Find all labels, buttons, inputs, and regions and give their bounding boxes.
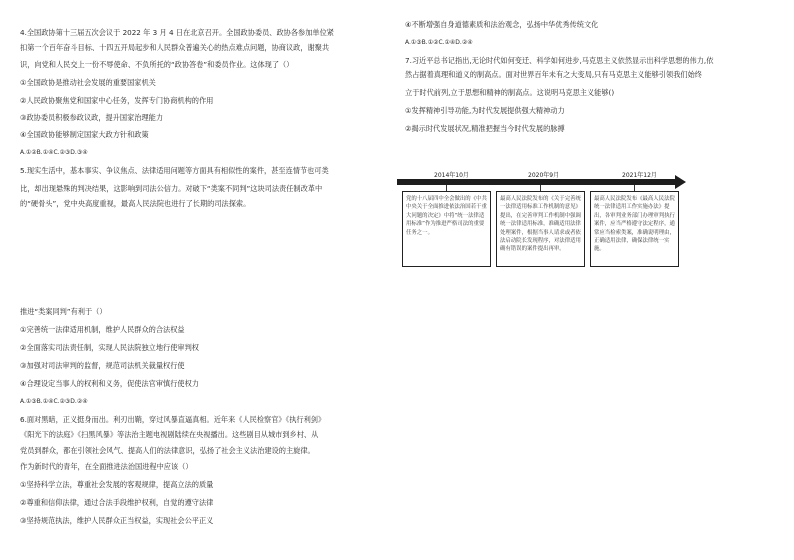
question-4-line-2: 扣第一个百年奋斗目标、十四五开局起步和人民群众普遍关心的热点难点问题，协商议政，谢聚共 bbox=[20, 43, 330, 52]
question-7-line-3: 立于时代前列,立于思想和精神的制高点。这说明马克思主义能够() bbox=[405, 88, 615, 97]
question-4-option-2: ②人民政协聚焦党和国家中心任务，发挥专门协商机构的作用 bbox=[20, 96, 214, 105]
question-7-option-1: ①发挥精神引导功能,为时代发展提供强大精神动力 bbox=[405, 106, 565, 115]
question-7-option-2: ②揭示时代发展状况,精准把握当今时代发展的脉搏 bbox=[405, 124, 565, 133]
question-5-line-2: 比，却出现悬殊的判决结果，这影响到司法公信力。对破下“类案不同判”这块司法责任制改革中 bbox=[20, 184, 323, 193]
question-7-line-2: 然占据着真理和道义的制高点。面对世界百年未有之大变局,只有马克思主义能够引领我们始终 bbox=[405, 70, 702, 79]
timeline-date-3: 2021年12月 bbox=[622, 172, 657, 179]
question-6-option-3: ③坚持规范执法，维护人民群众正当权益，实现社会公平正义 bbox=[20, 516, 214, 525]
question-6-option-4: ④不断增强自身道德素质和法治观念，弘扬中华优秀传统文化 bbox=[405, 20, 599, 29]
timeline-event-box-3: 最高人民法院发布《最高人民法院统一法律适用工作实施办法》提出，各审判业务部门办理审判执行案件，应当严格遵守法定程序，通常应当检索类案，准确说明理由，正确适用法律，确保法律统一实施。 bbox=[590, 191, 679, 267]
question-6-line-1: 6.面对黑暗，正义挺身而出。利刃出鞘，穿过风暴直逼真相。近年来《人民检察官》《执行利剑》 bbox=[20, 415, 326, 424]
question-5-option-1: ①完善统一法律适用机制，维护人民群众的合法权益 bbox=[20, 325, 185, 334]
timeline-bar bbox=[397, 179, 677, 185]
question-5-option-4: ④合理设定当事人的权利和义务，促使法官审慎行使权力 bbox=[20, 379, 199, 388]
question-5-answer-choices: A.①③B.①④C.②③D.②④ bbox=[20, 398, 88, 405]
timeline-event-box-2: 最高人民法院发布的《关于完善统一法律适用标准工作机制的意见》提出，在完善审判工作机制中强调统一法律适用标准，准确适用法律处理案件，根据当事人请求或者依法启动院长发现程序，对法律适用确有错误的案件提出再审。 bbox=[496, 191, 585, 267]
question-5-line-1: 5.现实生活中，基本事实、争议焦点、法律适用问题等方面具有相似性的案件，甚至连情节也可类 bbox=[20, 166, 329, 175]
question-4-answer-choices: A.①②B.①④C.②③D.③④ bbox=[20, 149, 88, 156]
question-5-prompt: 推进“类案同判”有利于（） bbox=[20, 307, 107, 316]
question-5-option-2: ②全面落实司法责任制，实现人民法院独立地行使审判权 bbox=[20, 343, 199, 352]
timeline-date-2: 2020年9月 bbox=[528, 172, 560, 179]
question-4-option-3: ③政协委员积极参政议政，提升国家治理能力 bbox=[20, 113, 164, 122]
question-6-line-2: 《阳光下的法庭》《扫黑风暴》等法治主题电视剧陆续在央视播出。这些剧目从城市到乡村、从 bbox=[20, 430, 319, 439]
question-7-line-1: 7.习近平总书记指出,无论时代如何变迁、科学如何进步,马克思主义依然显示出科学思想的伟力,依 bbox=[405, 56, 714, 65]
question-6-line-3: 党员到群众，都在引领社会风气、提高人们的法律意识，弘扬了社会主义法治建设的主旋律。 bbox=[20, 446, 315, 455]
question-6-option-2: ②尊重和信仰法律，通过合法手段维护权利，自觉的遵守法律 bbox=[20, 498, 214, 507]
question-5-line-3: 的“硬骨头”，党中央高度重视，最高人民法院也进行了长期的司法探索。 bbox=[20, 199, 251, 208]
question-4-option-4: ④全国政协能够制定国家大政方针和政策 bbox=[20, 130, 149, 139]
question-4-line-3: 识，向党和人民交上一份不辱使命、不负所托的“政协答卷”和委员作业。这体现了（） bbox=[20, 60, 294, 69]
question-6-option-1: ①坚持科学立法，尊重社会发展的客观规律，提高立法的质量 bbox=[20, 480, 214, 489]
question-6-line-4: 作为新时代的青年，在全面推进法治国进程中应该（） bbox=[20, 462, 193, 471]
timeline-arrow-icon bbox=[675, 175, 686, 189]
question-6-answer-choices: A.①③B.①②C.①④D.②④ bbox=[405, 39, 473, 46]
timeline-figure bbox=[397, 173, 688, 271]
timeline-event-box-1: 党的十八届四中全会做出的《中共中央关于全面推进依法治国若干重大问题的决定》中将“统一法律适用标准”作为推进严格司法的重要任务之一。 bbox=[402, 191, 491, 267]
question-4-line-1: 4.全国政协第十三届五次会议于 2022 年 3 月 4 日在北京召开。全国政协委员、政协各参加单位紧 bbox=[20, 28, 334, 37]
question-5-option-3: ③加强对司法审判的监督，规范司法机关裁量权行使 bbox=[20, 361, 185, 370]
question-4-option-1: ①全国政协是推动社会发展的重要国家机关 bbox=[20, 78, 156, 87]
timeline-date-1: 2014年10月 bbox=[434, 172, 469, 179]
